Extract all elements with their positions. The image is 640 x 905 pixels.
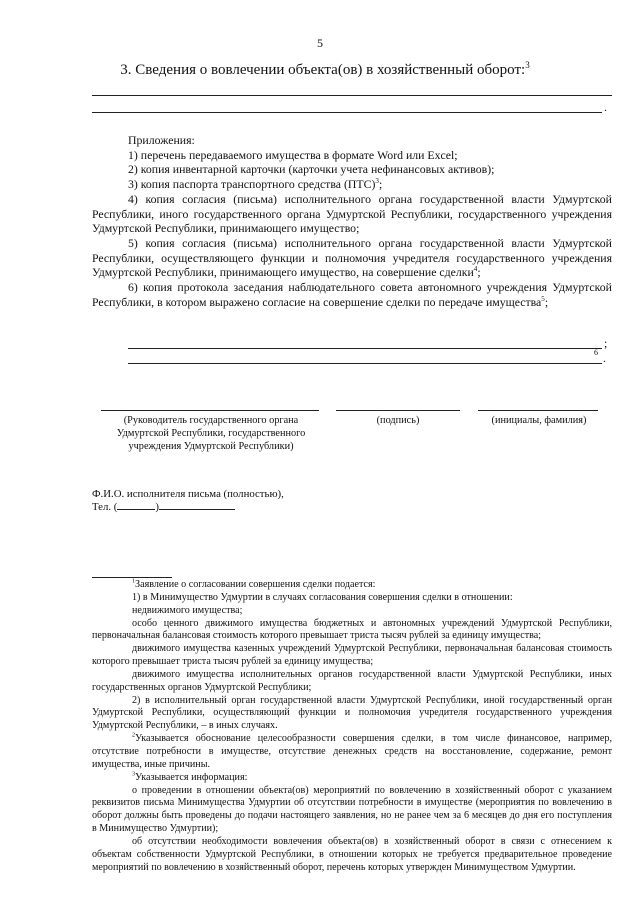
appendix-item: 3) копия паспорта транспортного средства (ПТС)$^3$; xyxy=(128,177,383,192)
fill-line xyxy=(128,363,602,364)
signature-line xyxy=(336,410,460,411)
footnote: об отсутствии необходимости вовлечения объекта(ов) в хозяйственный оборот в связи с отнесением к объектам собственности Удмуртской Республики, в отношении которых не требуется предварительное проведение мероприятий по вовлечению в хозяйственный оборот, перечень которых утвержден Минимуществом Удмуртии. xyxy=(92,835,612,873)
appendix-list xyxy=(92,133,612,309)
line-end-dot: . xyxy=(603,351,606,365)
section-title: 3. Сведения о вовлечении объекта(ов) в хозяйственный оборот:$^3$ xyxy=(120,60,530,78)
footnote-ref: 6 xyxy=(594,348,598,357)
executor-line: Ф.И.О. исполнителя письма (полностью), xyxy=(92,488,284,500)
signature-line xyxy=(101,410,319,411)
signature-line xyxy=(478,410,598,411)
phone-line: Тел. ( ) xyxy=(92,501,235,513)
footnote: $^3$Указывается информация: xyxy=(132,771,248,783)
fill-line xyxy=(92,112,602,113)
appendix-item: 4) копия согласия (письма) исполнительного органа государственной власти Удмуртской Республики, иного государственного органа Удмуртской Республики, государственного учреждения Удмуртской Республики, принимающего имущество; xyxy=(92,191,612,236)
footnote: 2) в исполнительный орган государственной власти Удмуртской Республики, иной государственный орган Удмуртской Республики, осуществляющий функции и полномочия учредителя государственного учреждения Удмуртской Республики, – в иных случаях. xyxy=(92,694,612,732)
appendix-item: 1) перечень передаваемого имущества в формате Word или Excel; xyxy=(128,147,458,162)
name-label: (инициалы, фамилия) xyxy=(491,415,587,426)
footnote: о проведении в отношении объекта(ов) мероприятий по вовлечению в хозяйственный оборот с указанием реквизитов письма Минимущества Удмуртии об отсутствии потребности в имуществе (мероприятия по вовлечению в оборот должны быть проведены до подачи настоящего заявления, но не ранее чем за 6 месяцев до дня его поступления в Минимущество Удмуртии); xyxy=(92,784,612,835)
footnote: особо ценного движимого имущества бюджетных и автономных учреждений Удмуртской Республики, первоначальная балансовая стоимость которого превышает триста тысяч рублей за единицу имущества; xyxy=(92,617,612,642)
fill-line xyxy=(128,348,602,349)
line-end-dot: . xyxy=(604,100,607,114)
footnote: недвижимого имущества; xyxy=(132,604,243,616)
head-label: (Руководитель государственного органа Удмуртской Республики, государственного учреждения Удмуртской Республики) xyxy=(116,415,306,452)
footnote: $^1$Заявление о согласовании совершения сделки подается: xyxy=(132,578,376,590)
footnote: 1) в Минимущество Удмуртии в случаях согласования совершения сделки в отношении: xyxy=(132,591,513,603)
appendix-item: 6) копия протокола заседания наблюдательного совета автономного учреждения Удмуртской Республики, в котором выражено согласие на совершение сделки по передаче имущества$^5$; xyxy=(92,280,612,309)
sign-label: (подпись) xyxy=(376,415,420,426)
line-end-semicolon: ; xyxy=(604,336,608,350)
appendix-title: Приложения: xyxy=(128,133,195,147)
appendix-item: 5) копия согласия (письма) исполнительного органа государственной власти Удмуртской Республики, осуществляющего функции и полномочия учредителя государственного учреждения Удмуртской Республики, принимающего имущество, на совершение сделки$^4$; xyxy=(92,235,612,280)
footnote: $^2$Указывается обоснование целесообразности совершения сделки, в том числе финансовое, например, отсутствие потребности в имуществе, отсутствие денежных средств на восстановление, содержание, ремонт имущества, иные причины. xyxy=(92,732,612,770)
footnotes xyxy=(92,579,612,874)
footnote: движимого имущества исполнительных органов государственной власти Удмуртской Республики, иных государственных органов Удмуртской Республики; xyxy=(92,668,612,693)
fill-line xyxy=(92,95,612,96)
appendix-item: 2) копия инвентарной карточки (карточки учета нефинансовых активов); xyxy=(128,162,495,177)
page-number: 5 xyxy=(317,36,323,50)
footnote: движимого имущества казенных учреждений Удмуртской Республики, первоначальная балансовая стоимость которого превышает триста тысяч рублей за единицу имущества; xyxy=(92,643,612,668)
footnote-ref: 3 xyxy=(525,60,530,70)
